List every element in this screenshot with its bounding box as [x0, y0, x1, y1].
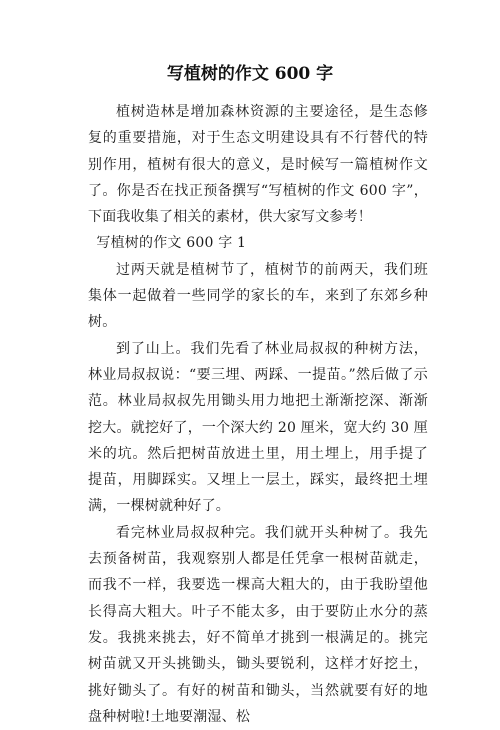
document-body — [88, 99, 428, 730]
section-subheading: 写植树的作文 600 字 1 — [96, 235, 247, 252]
body-paragraph: 过两天就是植树节了，植树节的前两天，我们班集体一起做着一些同学的家长的车，来到了东郊乡种树。 — [88, 261, 428, 331]
intro-paragraph: 植树造林是增加森林资源的主要途径，是生态修复的重要措施，对于生态文明建设具有不行替代的特别作用，植树有很大的意义，是时候写一篇植树作文了。你是否在找正预备撰写“写植树的作文 600 字”，下面我收集了相关的素材，供大家写文参考！ — [88, 104, 428, 226]
body-paragraph: 看完林业局叔叔种完。我们就开头种树了。我先去预备树苗，我观察别人都是任凭拿一根树苗就走，而我不一样，我要选一棵高大粗大的，由于我盼望他长得高大粗大。叶子不能太多，由于要防止水分的蒸发。我挑来挑去，好不简单才挑到一根满足的。挑完树苗就又开头挑锄头，锄头要锐利，这样才好挖土，挑好锄头了。有好的树苗和锄头，当然就要有好的地盘种树啦!土地要潮湿、松 — [88, 524, 428, 725]
document-title: 写植树的作文 600 字 — [166, 64, 334, 84]
body-paragraph: 到了山上。我们先看了林业局叔叔的种树方法，林业局叔叔说：“要三埋、两踩、一提苗。”然后做了示范。林业局叔叔先用锄头用力地把土渐渐挖深、渐渐挖大。就挖好了，一个深大约 20 厘米，宽大约 30 厘米的坑。然后把树苗放进土里，用土埋上，用手提了提苗，用脚踩实。又埋上一层土，踩实，最终把土埋满，一棵树就种好了。 — [88, 340, 428, 515]
